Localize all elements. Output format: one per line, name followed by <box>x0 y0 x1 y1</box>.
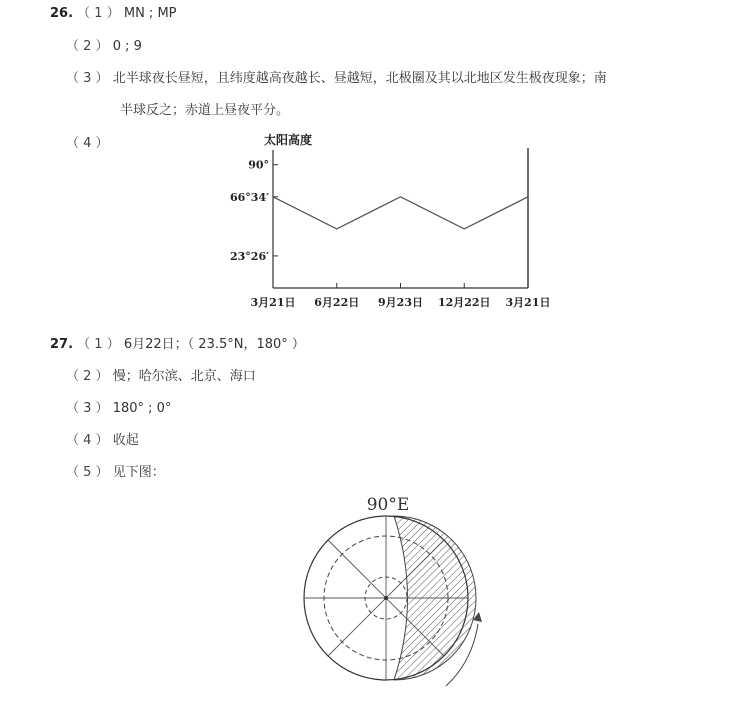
q26-item-2-label: （ 2 ） <box>66 39 109 54</box>
x-ticks <box>251 283 551 309</box>
q27-item-3-text: 180° ; 0° <box>112 401 172 416</box>
q27-item-4-text: 收起 <box>112 433 139 448</box>
chart-title: 太阳高度 <box>264 133 313 147</box>
q26-item-2 <box>66 38 142 56</box>
y-tick-label: 90° <box>248 158 269 172</box>
longitude-label: 90°E <box>366 495 410 515</box>
q27-item-1-label: （ 1 ） <box>77 337 120 352</box>
q26-item-1 <box>50 5 177 23</box>
y-tick-label: 66°34′ <box>229 190 269 204</box>
sun-altitude-chart <box>220 128 580 314</box>
q26-item-3-continued <box>120 102 289 120</box>
q26-item-4-label: （ 4 ） <box>66 136 109 151</box>
q26-item-4 <box>66 135 109 153</box>
y-ticks <box>230 159 278 263</box>
q27-item-5-label: （ 5 ） <box>66 465 109 480</box>
x-tick-label: 3月21日 <box>505 296 551 309</box>
q27-item-3-label: （ 3 ） <box>66 401 109 416</box>
q27-item-1-text: 6月22日；（ 23.5°N，180° ） <box>123 337 305 352</box>
q26-item-3-continued-text: 半球反之；赤道上昼夜平分。 <box>120 103 290 118</box>
q26-item-3-text: 北半球夜长昼短，且纬度越高夜越长、昼越短，北极圈及其以北地区发生极夜现象；南 <box>112 71 607 86</box>
q27-item-2 <box>66 368 256 386</box>
x-tick-label: 3月21日 <box>250 296 296 309</box>
q26-item-1-text: MN ; MP <box>123 6 177 21</box>
x-tick-label: 12月22日 <box>437 296 491 309</box>
q26-item-1-label: （ 1 ） <box>77 6 120 21</box>
q27-item-2-label: （ 2 ） <box>66 369 109 384</box>
q27-item-5-text: 见下图： <box>112 465 165 480</box>
q26-number: 26. <box>50 6 74 21</box>
polar-daynight-diagram <box>296 490 492 690</box>
series-line <box>273 197 528 229</box>
q27-item-2-text: 慢；哈尔滨、北京、海口 <box>112 369 256 384</box>
y-tick-label: 23°26′ <box>229 249 269 263</box>
q27-item-3 <box>66 400 171 418</box>
x-tick-label: 9月23日 <box>378 296 423 309</box>
x-tick-label: 6月22日 <box>314 296 360 309</box>
q26-item-2-text: 0 ; 9 <box>112 39 142 54</box>
q27-item-4 <box>66 432 139 450</box>
q27-item-4-label: （ 4 ） <box>66 433 109 448</box>
q27-item-1 <box>50 336 305 354</box>
q27-number: 27. <box>50 337 74 352</box>
q26-item-3 <box>66 70 607 88</box>
q27-item-5 <box>66 464 165 482</box>
q26-item-3-label: （ 3 ） <box>66 71 109 86</box>
north-pole-dot <box>384 596 388 600</box>
